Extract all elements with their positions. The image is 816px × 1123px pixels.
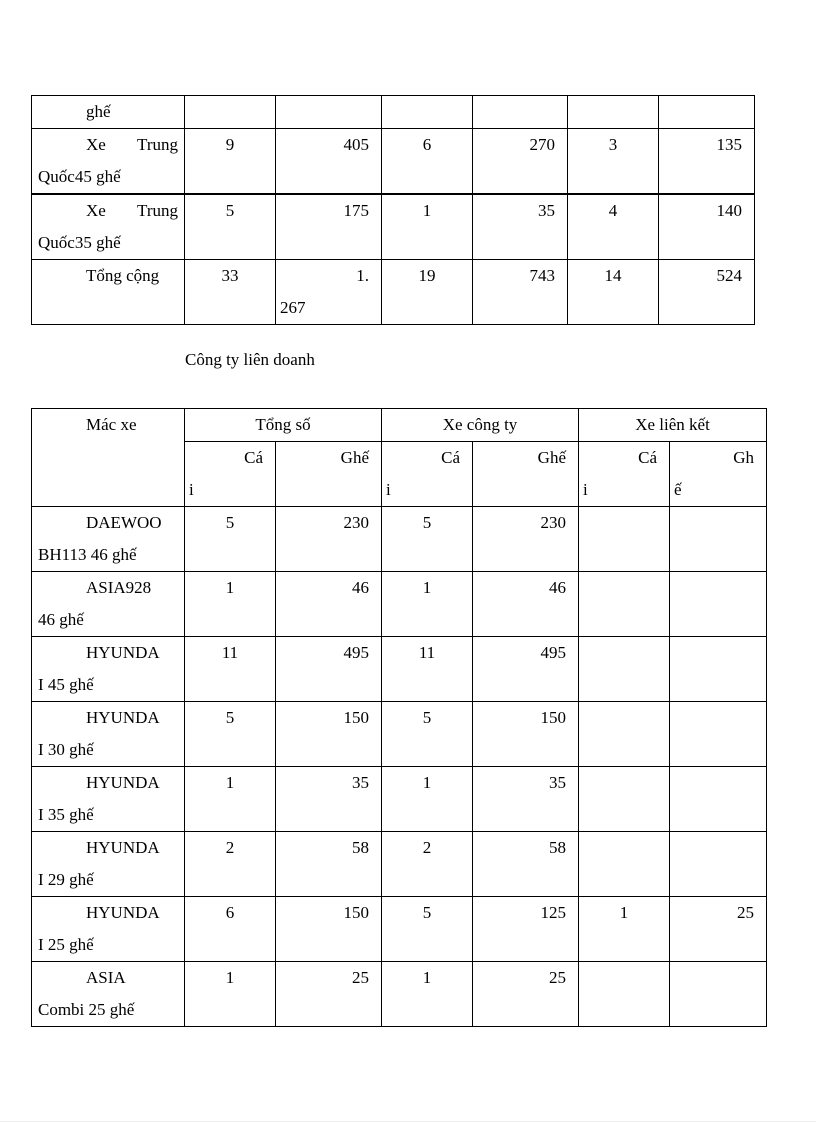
table-row (32, 702, 767, 767)
total-seats: 405 (276, 129, 382, 195)
affiliate-count: 4 (568, 194, 659, 260)
empty-cell (473, 96, 568, 129)
vehicle-name-cell (32, 897, 185, 962)
total-seats: 175 (276, 194, 382, 260)
vehicle-name-cell (32, 702, 185, 767)
affiliate-seats (670, 702, 767, 767)
table-row (32, 767, 767, 832)
company-seats: 230 (473, 507, 579, 572)
vehicle-name-line2: I 30 ghế (38, 740, 94, 759)
table-row (32, 507, 767, 572)
vehicle-name-line2: BH113 46 ghế (38, 545, 137, 564)
vehicle-name-cell (32, 962, 185, 1027)
subheader-ghe: Ghế (473, 442, 579, 507)
empty-cell (382, 96, 473, 129)
vehicle-name-line1: DAEWOO (86, 513, 162, 532)
affiliate-seats (670, 572, 767, 637)
table-row (32, 962, 767, 1027)
subheader-cai-top: Cá (638, 448, 657, 467)
affiliate-seats: 140 (659, 194, 755, 260)
affiliate-count (579, 637, 670, 702)
total-count: 6 (185, 897, 276, 962)
total-count: 1 (185, 767, 276, 832)
subheader-cai-bot: i (386, 480, 391, 499)
company-seats: 743 (473, 260, 568, 325)
company-count: 1 (382, 194, 473, 260)
vehicle-name-line1: HYUNDA (86, 643, 160, 662)
total-seats: 150 (276, 897, 382, 962)
total-label: Tổng cộng (86, 266, 160, 285)
vehicle-table-continued (31, 95, 755, 325)
vehicle-name-line1: HYUNDA (86, 903, 160, 922)
affiliate-seats: 25 (670, 897, 767, 962)
company-seats: 46 (473, 572, 579, 637)
company-seats: 35 (473, 767, 579, 832)
affiliate-count (579, 702, 670, 767)
vehicle-name-cell (32, 129, 185, 195)
subheader-cai (579, 442, 670, 507)
affiliate-seats (670, 637, 767, 702)
empty-cell (276, 96, 382, 129)
table-row (32, 897, 767, 962)
affiliate-seats: 524 (659, 260, 755, 325)
company-seats: 35 (473, 194, 568, 260)
total-seats: 230 (276, 507, 382, 572)
affiliate-count (579, 572, 670, 637)
total-seats (276, 260, 382, 325)
vehicle-name-line2: I 25 ghế (38, 935, 94, 954)
total-count: 9 (185, 129, 276, 195)
company-seats: 495 (473, 637, 579, 702)
vehicle-name-line1: Xe Trung (86, 135, 178, 154)
vehicle-name-line1: HYUNDA (86, 838, 160, 857)
company-seats: 25 (473, 962, 579, 1027)
vehicle-name-line1: Xe Trung (86, 201, 178, 220)
empty-cell (659, 96, 755, 129)
company-seats: 150 (473, 702, 579, 767)
affiliate-count (579, 767, 670, 832)
total-seats: 58 (276, 832, 382, 897)
company-count: 6 (382, 129, 473, 195)
company-count: 5 (382, 897, 473, 962)
vehicle-name-line1: HYUNDA (86, 773, 160, 792)
total-seats: 35 (276, 767, 382, 832)
total-count: 33 (185, 260, 276, 325)
vehicle-name-line2: I 29 ghế (38, 870, 94, 889)
company-count: 1 (382, 572, 473, 637)
affiliate-seats: 135 (659, 129, 755, 195)
affiliate-seats (670, 767, 767, 832)
total-count: 5 (185, 702, 276, 767)
empty-cell (568, 96, 659, 129)
vehicle-name-cell (32, 194, 185, 260)
company-seats: 58 (473, 832, 579, 897)
table-row (32, 572, 767, 637)
affiliate-seats (670, 507, 767, 572)
company-count: 11 (382, 637, 473, 702)
subheader-gh (670, 442, 767, 507)
company-count: 5 (382, 702, 473, 767)
page-edge (0, 1121, 816, 1122)
total-count: 5 (185, 507, 276, 572)
company-count: 5 (382, 507, 473, 572)
header-mac-xe-label: Mác xe (86, 415, 137, 434)
total-count: 1 (185, 572, 276, 637)
vehicle-name-line2: Quốc45 ghế (38, 167, 121, 186)
subheader-cai-bot: i (583, 480, 588, 499)
table-row-total (32, 260, 755, 325)
company-seats: 270 (473, 129, 568, 195)
total-seats: 495 (276, 637, 382, 702)
empty-cell (185, 96, 276, 129)
total-seats: 25 (276, 962, 382, 1027)
vehicle-name-cell (32, 572, 185, 637)
subheader-gh-top: Gh (733, 448, 754, 467)
affiliate-count: 14 (568, 260, 659, 325)
affiliate-seats (670, 832, 767, 897)
vehicle-name-line1: ASIA928 (86, 578, 152, 597)
subheader-cai-top: Cá (441, 448, 460, 467)
table-row (32, 129, 755, 195)
total-seats-part2: 267 (280, 298, 306, 317)
vehicle-name-cell (32, 260, 185, 325)
affiliate-count (579, 962, 670, 1027)
vehicle-name-line2: Quốc35 ghế (38, 233, 121, 252)
vehicle-name-cell (32, 96, 185, 129)
vehicle-name-line2: I 35 ghế (38, 805, 94, 824)
company-count: 1 (382, 767, 473, 832)
affiliate-count (579, 507, 670, 572)
joint-venture-vehicle-table (31, 408, 767, 1027)
total-count: 5 (185, 194, 276, 260)
subheader-cai (382, 442, 473, 507)
header-xe-cong-ty: Xe công ty (382, 409, 579, 442)
affiliate-count: 3 (568, 129, 659, 195)
vehicle-name-cell (32, 832, 185, 897)
vehicle-name: ghế (86, 102, 111, 121)
total-count: 1 (185, 962, 276, 1027)
table-row (32, 194, 755, 260)
section-caption: Công ty liên doanh (185, 350, 315, 369)
vehicle-name-cell (32, 767, 185, 832)
vehicle-name-line1: ASIA (86, 968, 126, 987)
subheader-gh-bot: ế (674, 480, 682, 499)
company-seats: 125 (473, 897, 579, 962)
total-count: 11 (185, 637, 276, 702)
total-seats: 46 (276, 572, 382, 637)
subheader-cai (185, 442, 276, 507)
subheader-cai-top: Cá (244, 448, 263, 467)
total-seats: 150 (276, 702, 382, 767)
table-row (32, 637, 767, 702)
company-count: 1 (382, 962, 473, 1027)
company-count: 2 (382, 832, 473, 897)
vehicle-name-line2: 46 ghế (38, 610, 84, 629)
vehicle-name-line1: HYUNDA (86, 708, 160, 727)
total-seats-part1: 1. (356, 266, 369, 285)
company-count: 19 (382, 260, 473, 325)
table-row (32, 832, 767, 897)
vehicle-name-cell (32, 507, 185, 572)
header-mac-xe (32, 409, 185, 507)
header-tong-so: Tổng số (185, 409, 382, 442)
vehicle-name-line2: I 45 ghế (38, 675, 94, 694)
subheader-ghe: Ghế (276, 442, 382, 507)
table-row (32, 96, 755, 129)
vehicle-name-line2: Combi 25 ghế (38, 1000, 135, 1019)
vehicle-name-cell (32, 637, 185, 702)
subheader-cai-bot: i (189, 480, 194, 499)
affiliate-count: 1 (579, 897, 670, 962)
total-count: 2 (185, 832, 276, 897)
header-xe-lien-ket: Xe liên kết (579, 409, 767, 442)
table-header-row (32, 409, 767, 442)
affiliate-count (579, 832, 670, 897)
affiliate-seats (670, 962, 767, 1027)
